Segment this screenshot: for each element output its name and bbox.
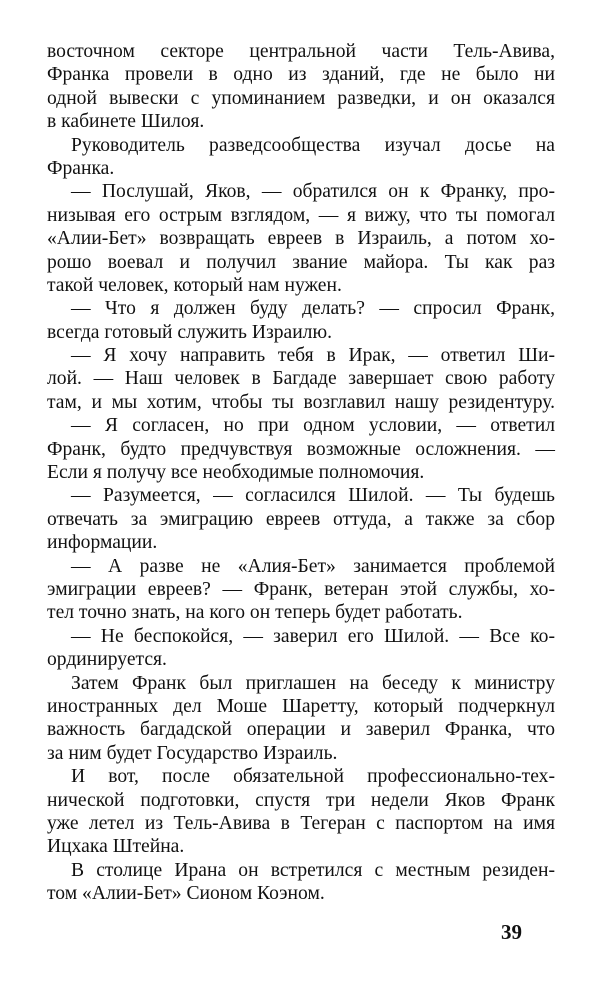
text-line: ординируется. — [47, 649, 167, 671]
text-line: В столице Ирана он встретился с местным резиден- — [71, 859, 555, 881]
text-line: Руководитель разведсообщества изучал досье на — [71, 134, 555, 156]
text-line: всегда готовый служить Израилю. — [47, 321, 332, 343]
text-line: — Послушай, Яков, — обратился он к Франку, про- — [71, 181, 555, 203]
text-line: иностранных дел Моше Шаретту, который подчеркнул — [47, 695, 555, 717]
text-line: — Я хочу направить тебя в Ирак, — ответил Ши- — [71, 345, 555, 367]
text-line: — Не беспокойся, — заверил его Шилой. — Все ко- — [71, 625, 555, 647]
text-line: Франка. — [47, 157, 115, 179]
text-line: эмиграции евреев? — Франк, ветеран этой службы, хо- — [47, 578, 555, 600]
page-number: 39 — [501, 920, 522, 944]
text-line: Франка провели в одно из зданий, где не было ни — [47, 64, 555, 86]
text-line: такой человек, который нам нужен. — [47, 274, 342, 296]
paragraph — [47, 765, 555, 859]
text-line: за ним будет Государство Израиль. — [47, 742, 338, 764]
text-line: в кабинете Шилоя. — [47, 111, 205, 133]
text-line: Франк, будто предчувствуя возможные осложнения. — — [47, 438, 555, 460]
text-line: И вот, после обязательной профессионально-тех- — [71, 766, 555, 788]
paragraph — [47, 859, 555, 906]
text-line: тел точно знать, на кого он теперь будет работать. — [47, 602, 463, 624]
text-line: Ицхака Штейна. — [47, 836, 185, 858]
text-line: восточном секторе центральной части Тель-Авива, — [47, 41, 555, 62]
text-line: — А разве не «Алия-Бет» занимается проблемой — [71, 555, 555, 577]
text-line: уже летел из Тель-Авива в Тегеран с паспортом на имя — [47, 812, 555, 834]
text-line: рошо воевал и получил звание майора. Ты как раз — [47, 251, 555, 273]
page-text — [47, 40, 555, 905]
paragraph — [47, 180, 555, 297]
paragraph — [47, 484, 555, 554]
text-line: том «Алии-Бет» Сионом Коэном. — [47, 883, 325, 905]
paragraph — [47, 297, 555, 344]
text-line: Если я получу все необходимые полномочия. — [47, 462, 425, 484]
paragraph — [47, 344, 555, 414]
text-line: нической подготовки, спустя три недели Яков Франк — [47, 789, 555, 811]
text-line: «Алии-Бет» возвращать евреев в Израиль, а потом хо- — [47, 228, 555, 250]
text-line: — Что я должен буду делать? — спросил Франк, — [71, 298, 555, 320]
text-line: отвечать за эмиграцию евреев оттуда, а также за сбор — [47, 508, 555, 530]
text-line: — Разумеется, — согласился Шилой. — Ты будешь — [71, 485, 555, 507]
paragraph — [47, 672, 555, 766]
paragraph — [47, 555, 555, 625]
text-line: информации. — [47, 532, 158, 554]
text-line: низывая его острым взглядом, — я вижу, что ты помогал — [47, 204, 555, 226]
text-line: Затем Франк был приглашен на беседу к министру — [71, 672, 555, 694]
text-line: одной вывески с упоминанием разведки, и он оказался — [47, 87, 555, 109]
paragraph — [47, 134, 555, 181]
text-line: — Я согласен, но при одном условии, — ответил — [71, 415, 555, 437]
text-line: там, и мы хотим, чтобы ты возглавил нашу резидентуру. — [47, 391, 555, 413]
text-line: лой. — Наш человек в Багдаде завершает свою работу — [47, 368, 555, 390]
paragraph — [47, 414, 555, 484]
text-line: важность багдадской операции и заверил Франка, что — [47, 719, 555, 741]
paragraph — [47, 40, 555, 134]
paragraph — [47, 625, 555, 672]
